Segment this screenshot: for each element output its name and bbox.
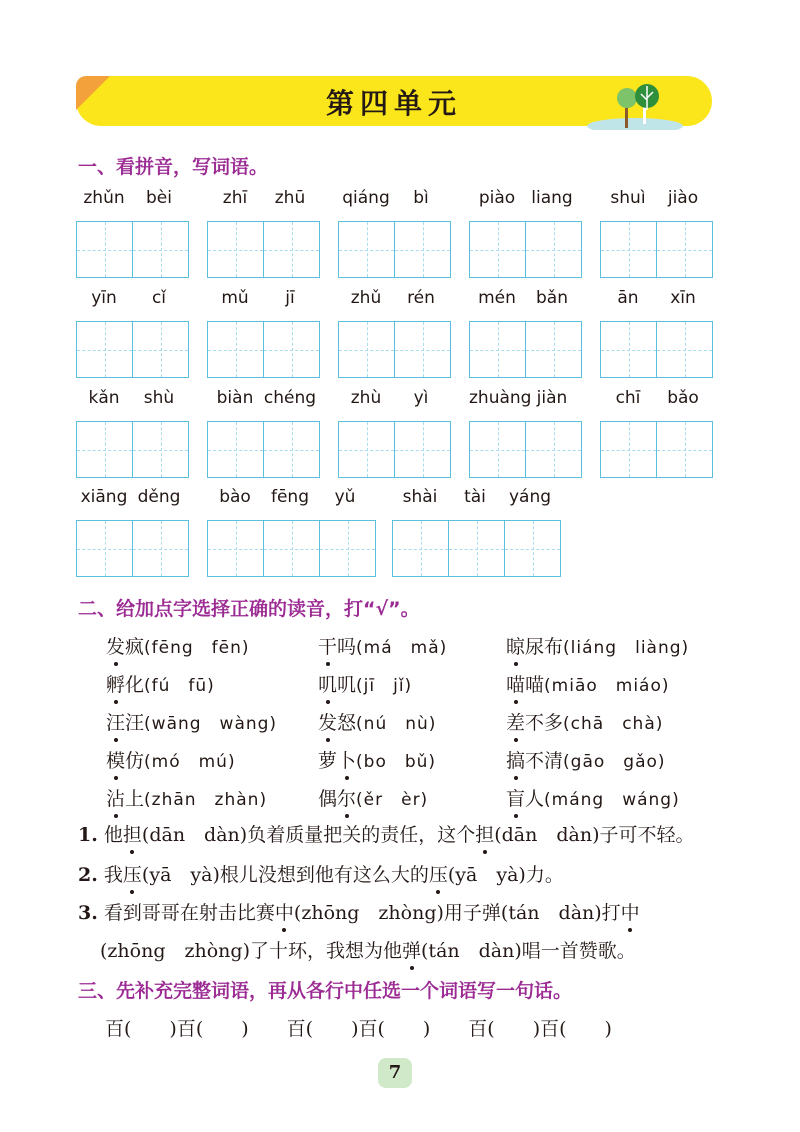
reading-choice-item[interactable] <box>106 670 215 697</box>
pinyin-options: (wāng wàng) <box>144 714 278 734</box>
dotted-character: 模 <box>106 746 125 773</box>
pinyin-options: (nú nù) <box>356 714 437 734</box>
writing-box[interactable] <box>338 321 395 378</box>
dotted-character: 卜 <box>337 746 356 773</box>
sentence-3-continued: (zhōng zhòng)了十环，我想为他弹(tán dàn)唱一首赞歌。 <box>100 936 636 963</box>
word-text: 喵 <box>525 674 545 696</box>
pinyin-options: (chā chà) <box>563 714 664 734</box>
dotted-character: 差 <box>506 708 525 735</box>
reading-choice-item[interactable] <box>506 784 680 811</box>
pinyin-syllable: bǎo <box>667 388 699 408</box>
pinyin-syllable: yì <box>413 388 429 408</box>
reading-choice-item[interactable] <box>318 708 436 735</box>
writing-box[interactable] <box>525 421 582 478</box>
writing-box[interactable] <box>394 321 451 378</box>
writing-box[interactable] <box>394 221 451 278</box>
pinyin-options: (liáng liàng) <box>563 638 690 658</box>
reading-choice-item[interactable] <box>106 784 267 811</box>
writing-box[interactable] <box>469 421 526 478</box>
pinyin-syllable: piào <box>478 188 516 208</box>
dotted-character: 沾 <box>106 784 125 811</box>
reading-choice-item[interactable] <box>106 632 250 659</box>
dotted-character: 晾 <box>506 632 525 659</box>
writing-box[interactable] <box>656 321 713 378</box>
pinyin-row <box>76 288 716 388</box>
tree-icon <box>585 80 695 130</box>
pinyin-syllable: cǐ <box>151 288 167 308</box>
pinyin-options: (ěr èr) <box>356 790 429 810</box>
word-text: 化 <box>125 674 145 696</box>
page-number: 7 <box>378 1058 412 1088</box>
pinyin-syllable: bào <box>219 487 251 507</box>
writing-box[interactable] <box>263 321 320 378</box>
reading-choice-item[interactable] <box>506 670 670 697</box>
writing-box[interactable] <box>525 221 582 278</box>
dotted-character: 搞 <box>506 746 525 773</box>
pinyin-syllable: zhǔn <box>83 188 125 208</box>
dotted-character: 叽 <box>318 670 337 697</box>
pinyin-syllable: zhù <box>350 388 382 408</box>
pinyin-syllable: bǎn <box>536 288 568 308</box>
word-text: 上 <box>125 788 145 810</box>
writing-box[interactable] <box>132 321 189 378</box>
writing-box[interactable] <box>207 221 264 278</box>
reading-choice-item[interactable] <box>106 708 277 735</box>
writing-box[interactable] <box>132 421 189 478</box>
dotted-character: 发 <box>106 632 125 659</box>
writing-box[interactable] <box>338 221 395 278</box>
pinyin-syllable: kǎn <box>88 388 120 408</box>
word-text: 怒 <box>337 712 357 734</box>
writing-box[interactable] <box>600 421 657 478</box>
pinyin-row <box>76 188 716 288</box>
writing-box[interactable] <box>656 421 713 478</box>
writing-box[interactable] <box>504 520 561 577</box>
dotted-character: 尔 <box>337 784 356 811</box>
pinyin-options: (zhān zhàn) <box>144 790 268 810</box>
pinyin-options: (fēng fēn) <box>144 638 250 658</box>
writing-box[interactable] <box>76 221 133 278</box>
word-text: 疯 <box>125 636 145 658</box>
pinyin-syllable: rén <box>407 288 435 308</box>
writing-box[interactable] <box>600 221 657 278</box>
section1-title: 一、看拼音，写词语。 <box>78 156 269 178</box>
writing-box[interactable] <box>448 520 505 577</box>
dotted-character: 孵 <box>106 670 125 697</box>
pinyin-syllable: bì <box>413 188 429 208</box>
reading-choice-item[interactable] <box>506 708 663 735</box>
pinyin-syllable: tài <box>464 487 486 507</box>
pinyin-options: (mó mú) <box>144 752 236 772</box>
pinyin-syllable: mén <box>478 288 516 308</box>
reading-choice-item[interactable] <box>106 746 236 773</box>
writing-box[interactable] <box>76 421 133 478</box>
reading-choice-item[interactable] <box>318 670 412 697</box>
word-text: 叽 <box>337 674 357 696</box>
writing-box[interactable] <box>207 421 264 478</box>
pinyin-options: (máng wáng) <box>544 790 680 810</box>
writing-box[interactable] <box>76 321 133 378</box>
sentence-1: 1. 他担(dān dàn)负着质量把关的责任，这个担(dān dàn)子可不轻。 <box>78 820 695 847</box>
pinyin-syllable: zhī <box>222 188 248 208</box>
pinyin-syllable: bèi <box>146 188 172 208</box>
pinyin-syllable: zhuàng <box>469 388 532 408</box>
pinyin-syllable: xīn <box>670 288 696 308</box>
pinyin-syllable: fēng <box>270 487 309 507</box>
word-text: 吗 <box>337 636 357 658</box>
writing-box[interactable] <box>132 520 189 577</box>
pinyin-syllable: děng <box>137 487 181 507</box>
section2-title: 二、给加点字选择正确的读音，打“√”。 <box>78 598 420 620</box>
unit-title: 第四单元 <box>325 87 462 120</box>
pinyin-options: (miāo miáo) <box>544 676 670 696</box>
pinyin-syllable: mǔ <box>221 288 249 308</box>
word-text: 偶 <box>318 788 338 810</box>
pinyin-syllable: xiāng <box>80 487 128 507</box>
writing-box[interactable] <box>76 520 133 577</box>
pinyin-syllable: liang <box>531 188 573 208</box>
pinyin-options: (gāo gǎo) <box>563 752 666 772</box>
word-text: 仿 <box>125 750 145 772</box>
writing-box[interactable] <box>263 221 320 278</box>
writing-box[interactable] <box>469 321 526 378</box>
pinyin-syllable: jiàn <box>536 388 568 408</box>
pinyin-syllable: shài <box>402 487 438 507</box>
writing-box[interactable] <box>469 221 526 278</box>
dotted-character: 发 <box>318 708 337 735</box>
dotted-character: 干 <box>318 632 337 659</box>
pinyin-syllable: ān <box>617 288 639 308</box>
pinyin-syllable: yǔ <box>334 487 356 507</box>
pinyin-syllable: zhǔ <box>350 288 382 308</box>
pinyin-syllable: shuì <box>610 188 646 208</box>
section3-title: 三、先补充完整词语，再从各行中任选一个词语写一句话。 <box>78 980 573 1002</box>
pinyin-row <box>76 487 716 587</box>
dotted-character: 喵 <box>506 670 525 697</box>
pinyin-syllable: jiào <box>667 188 699 208</box>
word-text: 尿布 <box>525 636 564 658</box>
reading-choice-item[interactable] <box>318 632 447 659</box>
writing-box[interactable] <box>525 321 582 378</box>
pinyin-row <box>76 388 716 488</box>
reading-choice-item[interactable] <box>506 746 666 773</box>
writing-box[interactable] <box>600 321 657 378</box>
pinyin-syllable: yáng <box>508 487 552 507</box>
pinyin-syllable: chī <box>615 388 641 408</box>
pinyin-syllable: yīn <box>91 288 117 308</box>
pinyin-syllable: jī <box>285 288 295 308</box>
pinyin-options: (má mǎ) <box>356 638 448 658</box>
writing-box[interactable] <box>319 520 376 577</box>
pinyin-options: (fú fū) <box>144 676 215 696</box>
word-text: 萝 <box>318 750 338 772</box>
fill-in-row: 百( )百( ) 百( )百( ) 百( )百( ) <box>105 1018 612 1040</box>
pinyin-syllable: shù <box>143 388 175 408</box>
writing-box[interactable] <box>338 421 395 478</box>
writing-box[interactable] <box>207 321 264 378</box>
writing-box[interactable] <box>394 421 451 478</box>
dotted-character: 盲 <box>506 784 525 811</box>
word-text: 不多 <box>525 712 564 734</box>
pinyin-options: (jī jǐ) <box>356 676 413 696</box>
pinyin-syllable: qiáng <box>342 188 390 208</box>
writing-box[interactable] <box>132 221 189 278</box>
word-text: 汪 <box>125 712 145 734</box>
pinyin-syllable: chéng <box>263 388 317 408</box>
pinyin-syllable: biàn <box>216 388 254 408</box>
pinyin-options: (bo bǔ) <box>356 752 437 772</box>
sentence-3: 3. 看到哥哥在射击比赛中(zhōng zhòng)用子弹(tán dàn)打中 <box>78 898 640 925</box>
writing-box[interactable] <box>392 520 449 577</box>
reading-choice-item[interactable] <box>318 746 436 773</box>
writing-box[interactable] <box>263 520 320 577</box>
sentence-2: 2. 我压(yā yà)根儿没想到他有这么大的压(yā yà)力。 <box>78 860 564 887</box>
word-text: 人 <box>525 788 545 810</box>
dotted-character: 汪 <box>106 708 125 735</box>
reading-choice-item[interactable] <box>318 784 428 811</box>
writing-box[interactable] <box>263 421 320 478</box>
reading-choice-item[interactable] <box>506 632 689 659</box>
pinyin-syllable: zhū <box>274 188 306 208</box>
writing-box[interactable] <box>207 520 264 577</box>
word-text: 不清 <box>525 750 564 772</box>
writing-box[interactable] <box>656 221 713 278</box>
